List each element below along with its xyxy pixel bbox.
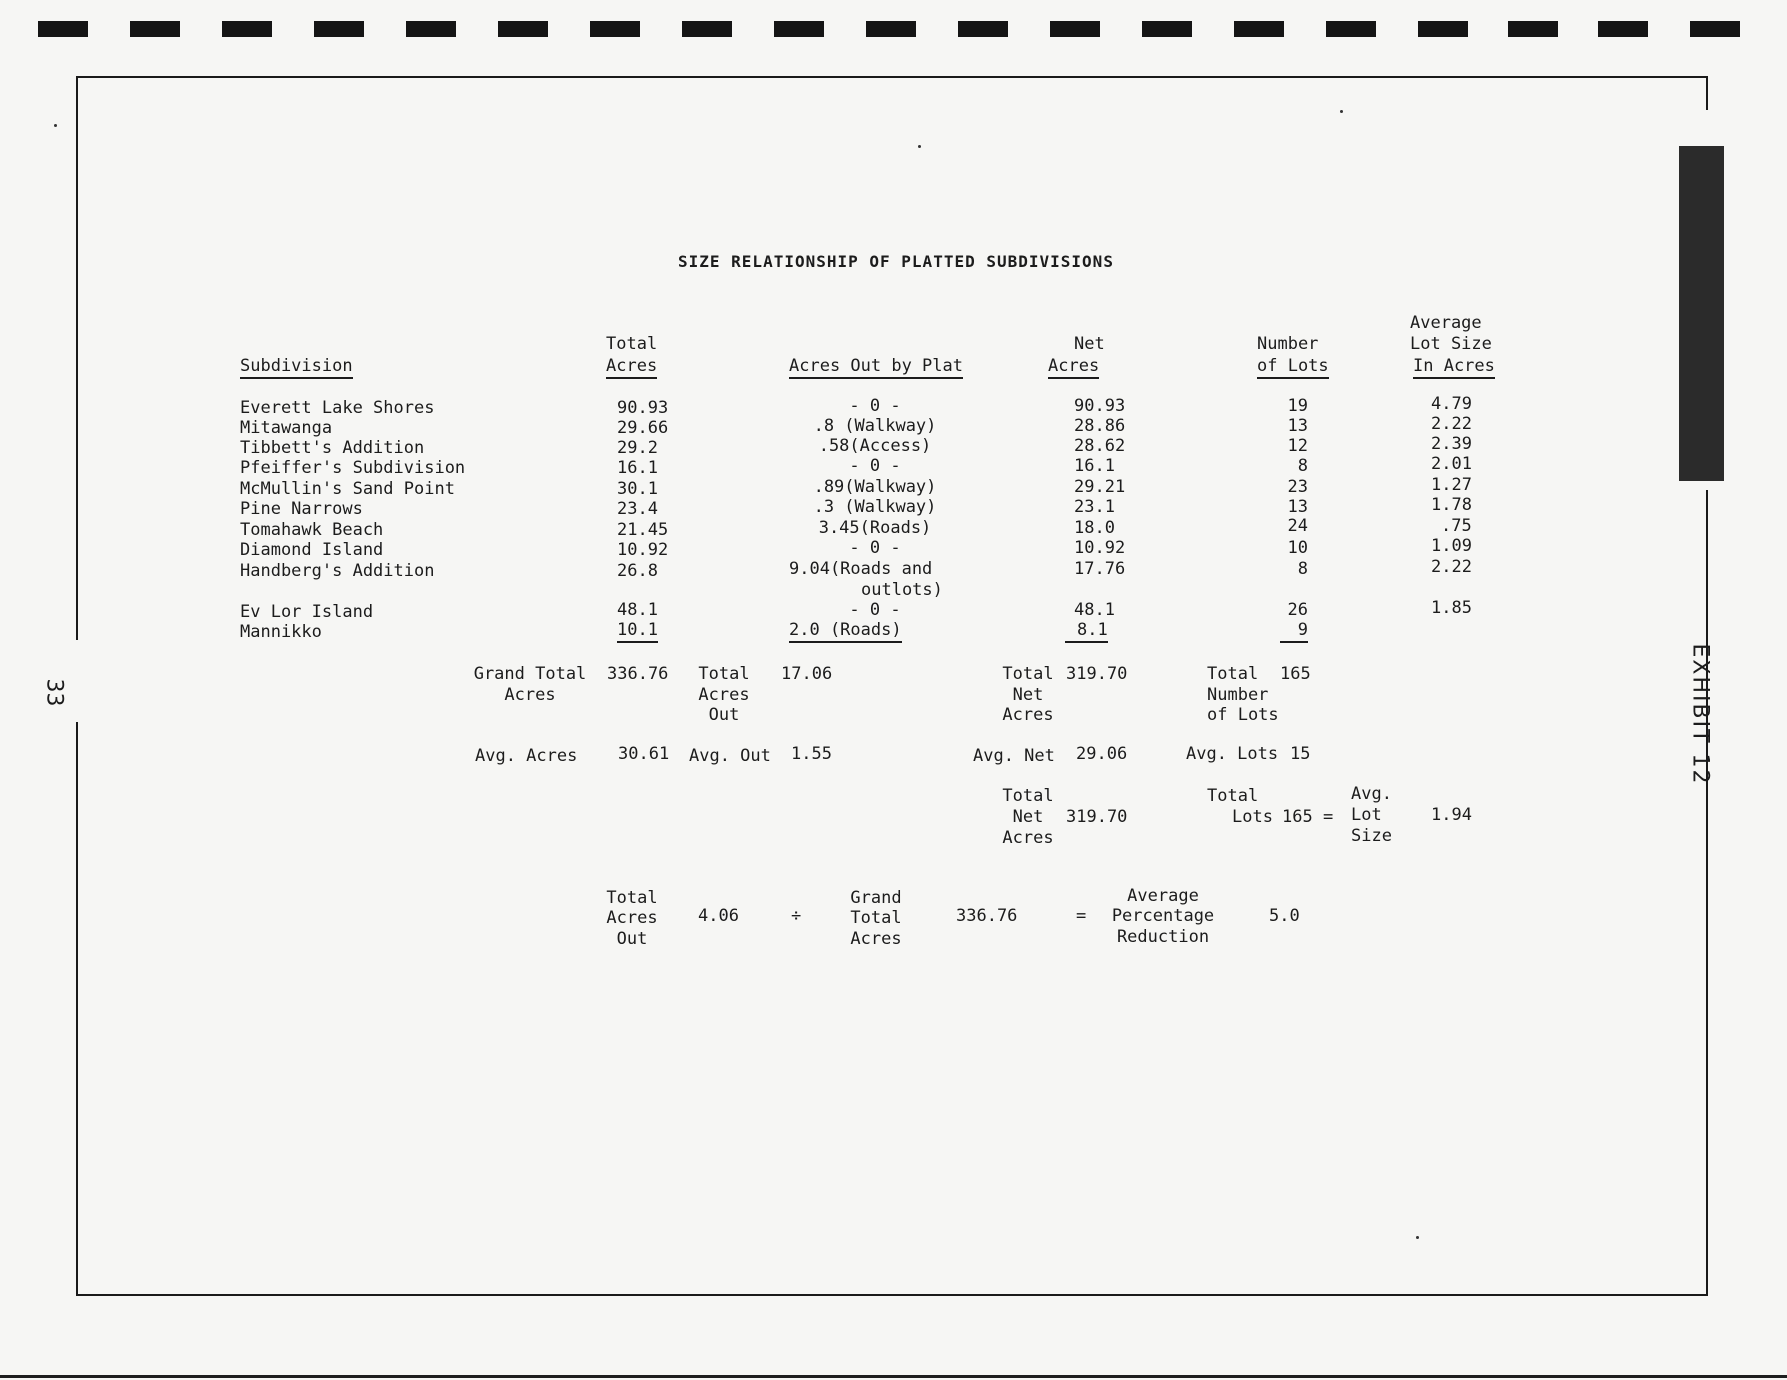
row-out: .3 (Walkway) [813, 497, 937, 517]
header-total-acres-1: Total [606, 334, 658, 354]
header-acres-out: Acres Out by Plat [789, 356, 963, 379]
punch-hole [590, 21, 640, 37]
header-avg-lot-2: Lot Size [1410, 334, 1492, 354]
page-number: 33 [41, 678, 67, 707]
calc-net-label: Total [1002, 786, 1054, 806]
row-avg: 1.85 [1431, 598, 1472, 618]
total-out-label: Out [708, 705, 740, 725]
avg-lots-label: Avg. Lots [1186, 744, 1279, 764]
speck [1416, 1236, 1419, 1239]
red-grand-value: 336.76 [956, 906, 1018, 926]
row-out: - 0 - [849, 538, 901, 558]
row-name: Everett Lake Shores [240, 398, 435, 418]
row-name: Mitawanga [240, 418, 333, 438]
avg-lots-value: 15 [1290, 744, 1311, 764]
header-subdivision: Subdivision [240, 356, 353, 379]
red-grand-label: Acres [850, 929, 902, 949]
avg-out-value: 1.55 [791, 744, 832, 764]
row-avg: 1.09 [1431, 536, 1472, 556]
row-name: Pfeiffer's Subdivision [240, 458, 466, 478]
calc-avg-label: Lot [1351, 805, 1382, 825]
scan-edge-bar [1679, 146, 1724, 481]
header-net-acres-1: Net [1074, 334, 1105, 354]
row-out: - 0 - [849, 456, 901, 476]
calc-net-label: Acres [1002, 828, 1054, 848]
punch-hole [1050, 21, 1100, 37]
row-lots: 24 [1287, 516, 1308, 536]
red-out-label: Acres [606, 908, 658, 928]
punch-hole [1234, 21, 1284, 37]
row-net: 29.21 [1074, 477, 1126, 497]
row-out: - 0 - [849, 600, 901, 620]
red-out-label: Total [606, 888, 658, 908]
row-out: .58(Access) [818, 436, 932, 456]
punch-hole [682, 21, 732, 37]
header-total-acres-2: Acres [606, 356, 657, 379]
grand-total-label: Grand Total [473, 664, 587, 684]
total-out-label: Acres [698, 685, 750, 705]
row-net: 10.92 [1074, 538, 1126, 558]
avg-acres-value: 30.61 [618, 744, 670, 764]
page-title: SIZE RELATIONSHIP OF PLATTED SUBDIVISIONS [678, 252, 1114, 271]
red-pct-label: Percentage [1111, 906, 1215, 926]
row-lots: 13 [1287, 416, 1308, 436]
calc-avg-value: 1.94 [1431, 805, 1472, 825]
equals-sign: = [1076, 906, 1087, 926]
speck [1340, 110, 1343, 113]
calc-net-value: 319.70 [1066, 807, 1128, 827]
row-avg: .75 [1441, 516, 1472, 536]
total-lots-label: of Lots [1207, 705, 1279, 725]
row-lots: 9 [1280, 620, 1308, 643]
row-net: 90.93 [1074, 396, 1126, 416]
header-num-lots-1: Number [1257, 334, 1319, 354]
total-out-label: Total [698, 664, 750, 684]
row-name: McMullin's Sand Point [240, 479, 455, 499]
speck [918, 145, 921, 148]
row-net: 18.0 [1074, 518, 1115, 538]
row-lots: 19 [1287, 396, 1308, 416]
row-net: 16.1 [1074, 456, 1115, 476]
row-lots: 26 [1287, 600, 1308, 620]
row-out-continued: outlots) [861, 580, 943, 600]
calc-net-label: Net [1012, 807, 1044, 827]
exhibit-label: EXHIBIT 12 [1687, 643, 1713, 786]
row-name: Mannikko [240, 622, 322, 642]
punch-hole [1598, 21, 1648, 37]
row-lots: 13 [1287, 497, 1308, 517]
punch-hole [498, 21, 548, 37]
row-name: Pine Narrows [240, 499, 363, 519]
row-avg: 2.39 [1431, 434, 1472, 454]
punch-hole [1418, 21, 1468, 37]
row-out: .8 (Walkway) [813, 416, 937, 436]
total-net-label: Acres [1002, 705, 1054, 725]
red-pct-label: Reduction [1116, 927, 1210, 947]
row-total: 10.92 [617, 540, 669, 560]
frame-gap-left [70, 640, 84, 722]
calc-lots-label: Lots [1232, 807, 1273, 827]
calc-avg-label: Avg. [1351, 784, 1392, 804]
punch-hole [1326, 21, 1376, 37]
row-lots: 23 [1287, 477, 1308, 497]
calc-avg-label: Size [1351, 826, 1392, 846]
row-out: 2.0 (Roads) [789, 620, 902, 643]
row-total: 90.93 [617, 398, 669, 418]
punch-hole [314, 21, 364, 37]
red-pct-value: 5.0 [1269, 906, 1300, 926]
punch-hole [406, 21, 456, 37]
avg-net-label: Avg. Net [973, 746, 1055, 766]
row-total: 21.45 [617, 520, 669, 540]
red-pct-label: Average [1127, 886, 1199, 906]
calc-lots-value: 165 = [1282, 807, 1334, 827]
row-total: 23.4 [617, 499, 658, 519]
row-avg: 2.22 [1431, 414, 1472, 434]
row-avg: 1.78 [1431, 495, 1472, 515]
row-lots: 12 [1287, 436, 1308, 456]
total-lots-value: 165 [1280, 664, 1311, 684]
row-net: 23.1 [1074, 497, 1115, 517]
header-num-lots-2: of Lots [1257, 356, 1329, 379]
total-net-value: 319.70 [1066, 664, 1128, 684]
row-avg: 4.79 [1431, 394, 1472, 414]
header-avg-lot-1: Average [1410, 313, 1482, 333]
row-net: 28.86 [1074, 416, 1126, 436]
speck [54, 124, 57, 127]
row-total: 48.1 [617, 600, 658, 620]
red-out-value: 4.06 [698, 906, 739, 926]
row-name: Tomahawk Beach [240, 520, 384, 540]
row-net: 48.1 [1074, 600, 1115, 620]
red-grand-label: Grand [850, 888, 902, 908]
row-name: Diamond Island [240, 540, 384, 560]
row-total: 29.66 [617, 418, 669, 438]
avg-acres-label: Avg. Acres [475, 746, 578, 766]
avg-out-label: Avg. Out [689, 746, 771, 766]
red-grand-label: Total [850, 908, 902, 928]
header-avg-lot-3: In Acres [1413, 356, 1495, 379]
row-lots: 8 [1297, 559, 1308, 579]
row-total: 30.1 [617, 479, 658, 499]
grand-total-value: 336.76 [607, 664, 669, 684]
row-total: 29.2 [617, 438, 658, 458]
row-total: 10.1 [617, 620, 658, 643]
row-name: Handberg's Addition [240, 561, 435, 581]
punch-hole [38, 21, 88, 37]
row-net: 28.62 [1074, 436, 1126, 456]
punch-hole [1142, 21, 1192, 37]
row-net: 8.1 [1065, 620, 1108, 643]
header-net-acres-2: Acres [1048, 356, 1099, 379]
row-name: Ev Lor Island [240, 602, 374, 622]
punch-hole [866, 21, 916, 37]
punch-hole [130, 21, 180, 37]
row-out: 9.04(Roads and [789, 559, 933, 579]
punch-hole [222, 21, 272, 37]
row-lots: 8 [1297, 456, 1308, 476]
total-lots-label: Total [1207, 664, 1259, 684]
avg-net-value: 29.06 [1076, 744, 1128, 764]
total-lots-label: Number [1207, 685, 1269, 705]
row-out: - 0 - [849, 396, 901, 416]
punch-hole [958, 21, 1008, 37]
bottom-rule [0, 1375, 1787, 1378]
row-total: 16.1 [617, 458, 658, 478]
total-net-label: Net [1012, 685, 1044, 705]
row-avg: 2.01 [1431, 454, 1472, 474]
red-out-label: Out [616, 929, 648, 949]
row-avg: 1.27 [1431, 475, 1472, 495]
row-out: .89(Walkway) [813, 477, 937, 497]
divide-sign: ÷ [791, 906, 802, 926]
total-out-value: 17.06 [781, 664, 833, 684]
row-avg: 2.22 [1431, 557, 1472, 577]
row-name: Tibbett's Addition [240, 438, 425, 458]
row-net: 17.76 [1074, 559, 1126, 579]
calc-lots-label: Total [1207, 786, 1259, 806]
punch-hole [1690, 21, 1740, 37]
punch-hole [1508, 21, 1558, 37]
total-net-label: Total [1002, 664, 1054, 684]
row-lots: 10 [1287, 538, 1308, 558]
row-total: 26.8 [617, 561, 658, 581]
punch-hole [774, 21, 824, 37]
grand-total-label: Acres [504, 685, 556, 705]
row-out: 3.45(Roads) [818, 518, 932, 538]
